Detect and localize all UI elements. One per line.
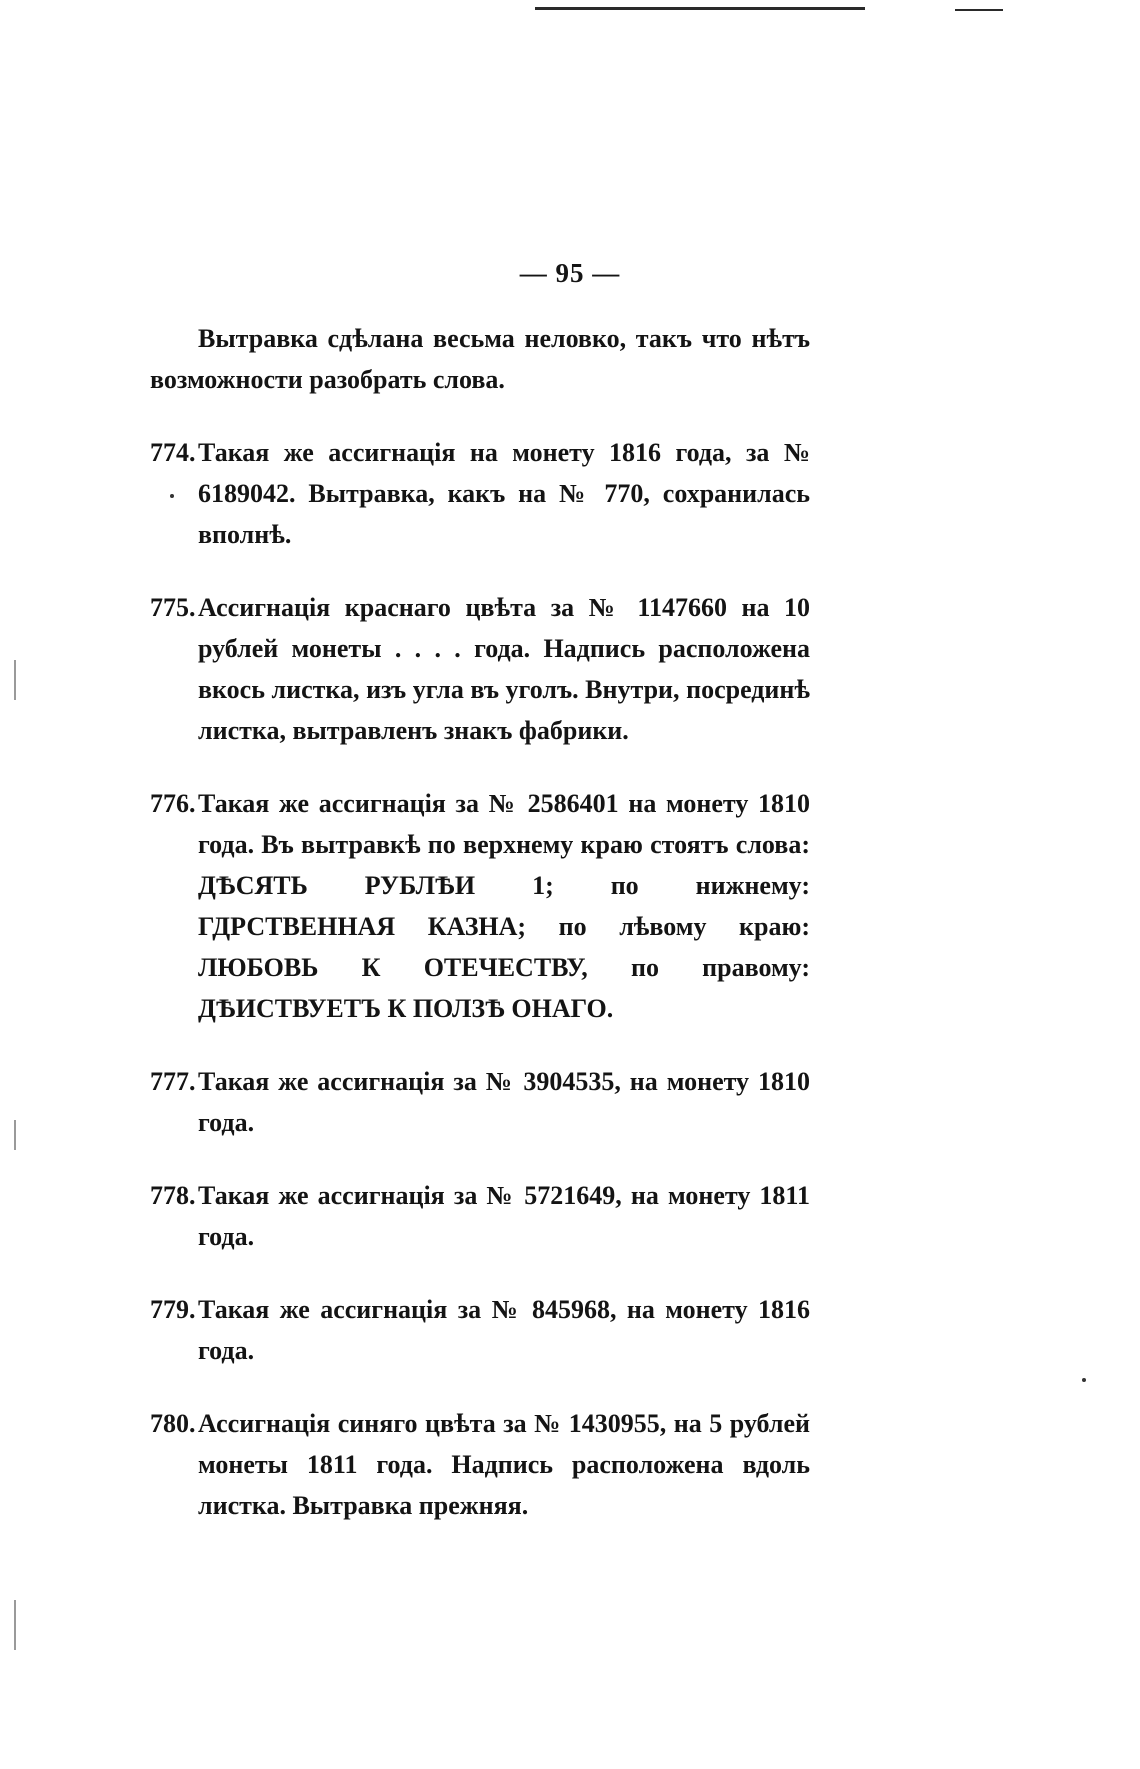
catalog-entry <box>150 1403 810 1526</box>
entry-text: Такая же ассигнація за № 2586401 на монету 1810 года. Въ вытравкѣ по верхнему краю стоятъ слова: ДѢСЯТЬ РУБЛѢИ 1; по нижнему: ГДРСТВЕННАЯ КАЗНА; по лѣвому краю: ЛЮБОВЬ К ОТЕЧЕСТВУ, по правому: ДѢИСТВУЕТЪ К ПОЛЗѢ ОНАГО. <box>198 789 810 1023</box>
scan-edge-mark <box>14 660 16 700</box>
scan-speck <box>1082 1378 1086 1382</box>
entry-number: 777. <box>150 1067 196 1096</box>
scan-edge-mark <box>14 1600 16 1650</box>
entry-text: Такая же ассигнація за № 5721649, на монету 1811 года. <box>198 1181 810 1251</box>
entry-number: 774. <box>150 438 196 467</box>
page-body <box>150 318 810 1558</box>
scan-top-rule <box>535 7 865 10</box>
entry-number: 775. <box>150 593 196 622</box>
entry-text: Такая же ассигнація за № 3904535, на монету 1810 года. <box>198 1067 810 1137</box>
catalog-entry <box>150 432 810 555</box>
catalog-entry <box>150 783 810 1029</box>
catalog-entry <box>150 1289 810 1371</box>
entry-number: 780. <box>150 1409 196 1438</box>
scan-edge-mark <box>14 1120 16 1150</box>
entry-number: 779. <box>150 1295 196 1324</box>
page-number: — 95 — <box>519 258 621 288</box>
entry-text: Такая же ассигнація за № 845968, на монету 1816 года. <box>198 1295 810 1365</box>
entry-text: Ассигнація синяго цвѣта за № 1430955, на 5 рублей монеты 1811 года. Надпись расположена вдоль листка. Вытравка прежняя. <box>198 1409 810 1520</box>
catalog-entry <box>150 1175 810 1257</box>
catalog-entry <box>150 1061 810 1143</box>
entry-text: Такая же ассигнація на монету 1816 года, за № 6189042. Вытравка, какъ на № 770, сохранилась вполнѣ. <box>198 438 810 549</box>
entry-text: Ассигнація краснаго цвѣта за № 1147660 на 10 рублей монеты . . . . года. Надпись расположена вкось листка, изъ угла въ уголъ. Внутри, посрединѣ листка, вытравленъ знакъ фабрики. <box>198 593 810 745</box>
scan-top-rule-short <box>955 9 1003 11</box>
intro-paragraph: Вытравка сдѣлана весьма неловко, такъ что нѣтъ возможности разобрать слова. <box>150 324 810 394</box>
catalog-entry <box>150 587 810 751</box>
entry-number: 778. <box>150 1181 196 1210</box>
entry-number: 776. <box>150 789 196 818</box>
